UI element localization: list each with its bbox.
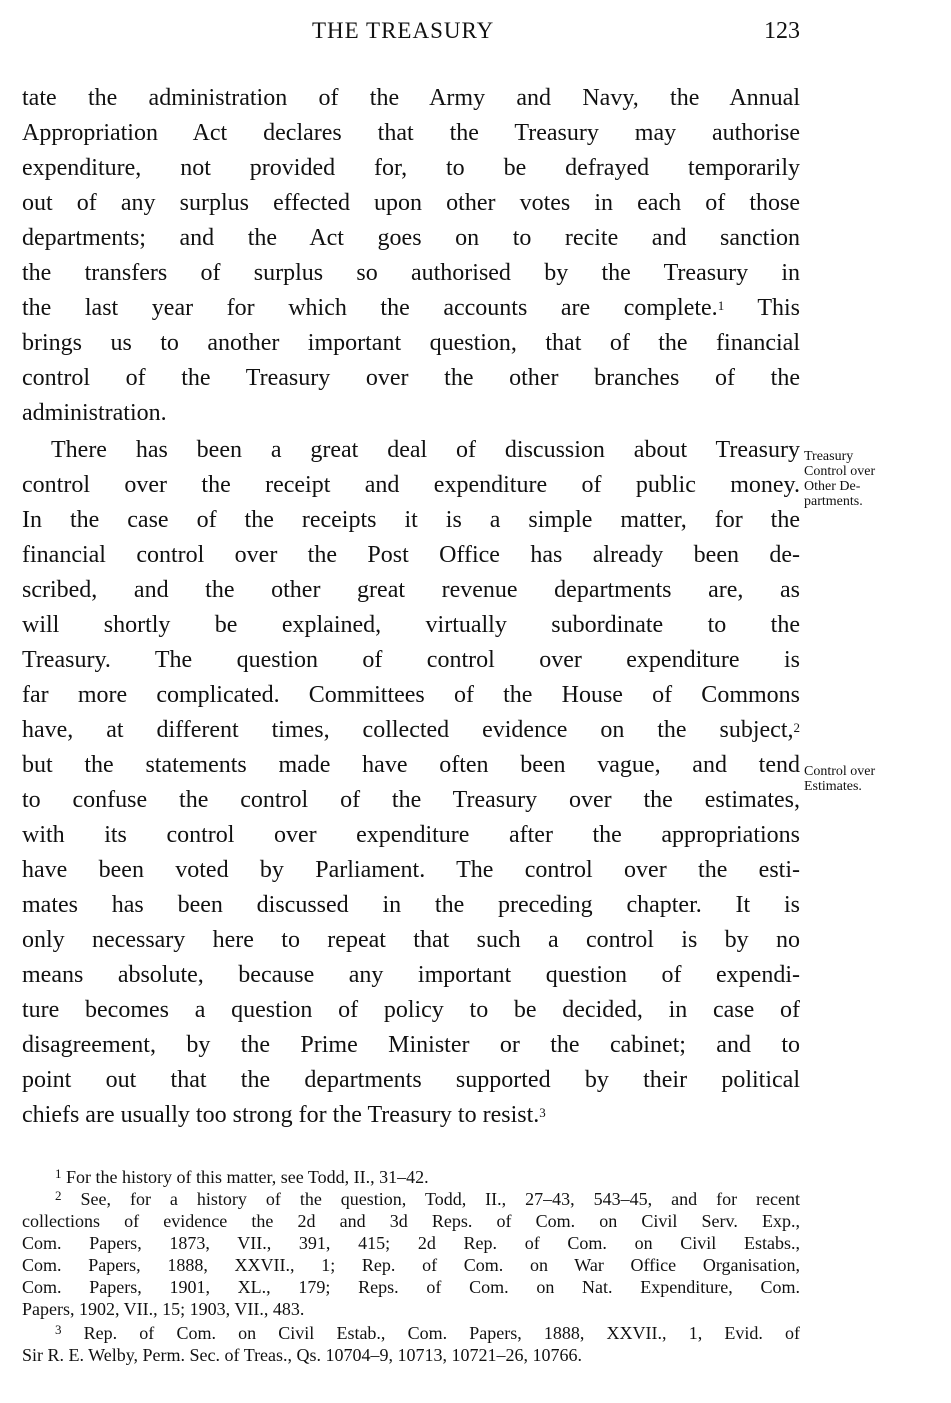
body-line: [22, 713, 800, 748]
body-line: mates has been discussed in the preceding chapter. It is: [22, 892, 800, 918]
body-line-text: have, at different times, collected evidence on the subject,: [22, 717, 794, 743]
footnote-line: Com. Papers, 1901, XL., 179; Reps. of Com. on Nat. Expenditure, Com.: [22, 1277, 800, 1297]
margin-note-line: Treasury: [804, 449, 854, 464]
footnote-line: collections of evidence the 2d and 3d Reps. of Com. on Civil Serv. Exp.,: [22, 1211, 800, 1231]
footnote-mark: 3: [55, 1322, 62, 1337]
body-line: In the case of the receipts it is a simple matter, for the: [22, 507, 800, 533]
body-line: control over the receipt and expenditure of public money.: [22, 472, 800, 498]
body-line-tail: This: [757, 295, 800, 321]
body-line: Treasury. The question of control over expenditure is: [22, 647, 800, 673]
footnote-line: Sir R. E. Welby, Perm. Sec. of Treas., Qs. 10704–9, 10713, 10721–26, 10766.: [22, 1345, 583, 1365]
body-line: with its control over expenditure after the appropriations: [22, 822, 800, 848]
margin-note-line: partments.: [804, 494, 863, 509]
body-line: will shortly be explained, virtually subordinate to the: [22, 612, 800, 638]
body-line: expenditure, not provided for, to be defrayed temporarily: [22, 155, 800, 181]
body-line: [22, 1098, 800, 1133]
footnote-line: Papers, 1902, VII., 15; 1903, VII., 483.: [22, 1299, 305, 1319]
footnote-mark: 2: [55, 1188, 62, 1203]
body-line: means absolute, because any important question of expendi-: [22, 962, 800, 988]
body-line: ture becomes a question of policy to be decided, in case of: [22, 997, 800, 1023]
body-line: point out that the departments supported by their political: [22, 1067, 800, 1093]
body-line: have been voted by Parliament. The control over the esti-: [22, 857, 800, 883]
body-line: only necessary here to repeat that such a control is by no: [22, 927, 800, 953]
margin-note-treasury-control: [804, 449, 949, 509]
body-line: out of any surplus effected upon other votes in each of those: [22, 190, 800, 216]
body-line: Appropriation Act declares that the Treasury may authorise: [22, 120, 800, 146]
body-line: departments; and the Act goes on to recite and sanction: [22, 225, 800, 251]
margin-note-control-estimates: [804, 764, 949, 794]
page-header: [22, 16, 800, 50]
body-line-text: the last year for which the accounts are complete.: [22, 295, 718, 321]
footnote-marker: 2: [793, 720, 800, 735]
body-line: control of the Treasury over the other branches of the: [22, 365, 800, 391]
footnote-marker: 1: [717, 298, 725, 313]
footnote-line: Com. Papers, 1873, VII., 391, 415; 2d Rep. of Com. on Civil Estabs.,: [22, 1233, 800, 1253]
body-line: brings us to another important question, that of the financial: [22, 330, 800, 356]
running-title: THE TREASURY: [312, 18, 495, 43]
margin-note-line: Control over: [804, 764, 876, 779]
footnote-line: Com. Papers, 1888, XXVII., 1; Rep. of Com. on War Office Organisation,: [22, 1255, 800, 1275]
body-line: disagreement, by the Prime Minister or the cabinet; and to: [22, 1032, 800, 1058]
body-line: far more complicated. Committees of the House of Commons: [22, 682, 800, 708]
body-line: There has been a great deal of discussion about Treasury: [51, 437, 800, 463]
footnote-3: $^3$ Rep. of Com. on Civil Estab., Com. Papers, 1888, XXVII., 1, Evid. of: [55, 1322, 800, 1343]
footnote-mark: 1: [55, 1166, 62, 1181]
body-line: [22, 291, 800, 326]
body-line: to confuse the control of the Treasury over the estimates,: [22, 787, 800, 813]
footnote-2: $^2$ See, for a history of the question, Todd, II., 27–43, 543–45, and for recent: [55, 1188, 800, 1209]
footnote-marker: 3: [539, 1105, 546, 1120]
margin-note-line: Estimates.: [804, 779, 862, 794]
margin-note-line: Other De-: [804, 479, 861, 494]
body-line: administration.: [22, 400, 167, 426]
body-line: tate the administration of the Army and Navy, the Annual: [22, 85, 800, 111]
body-line: scribed, and the other great revenue departments are, as: [22, 577, 800, 603]
page-number: 123: [764, 18, 800, 44]
footnote-1: $^1$ For the history of this matter, see Todd, II., 31–42.: [55, 1166, 429, 1187]
body-line-text: chiefs are usually too strong for the Treasury to resist.: [22, 1102, 540, 1128]
body-line: the transfers of surplus so authorised by the Treasury in: [22, 260, 800, 286]
margin-note-line: Control over: [804, 464, 876, 479]
body-line: financial control over the Post Office has already been de-: [22, 542, 800, 568]
body-line: but the statements made have often been vague, and tend: [22, 752, 800, 778]
